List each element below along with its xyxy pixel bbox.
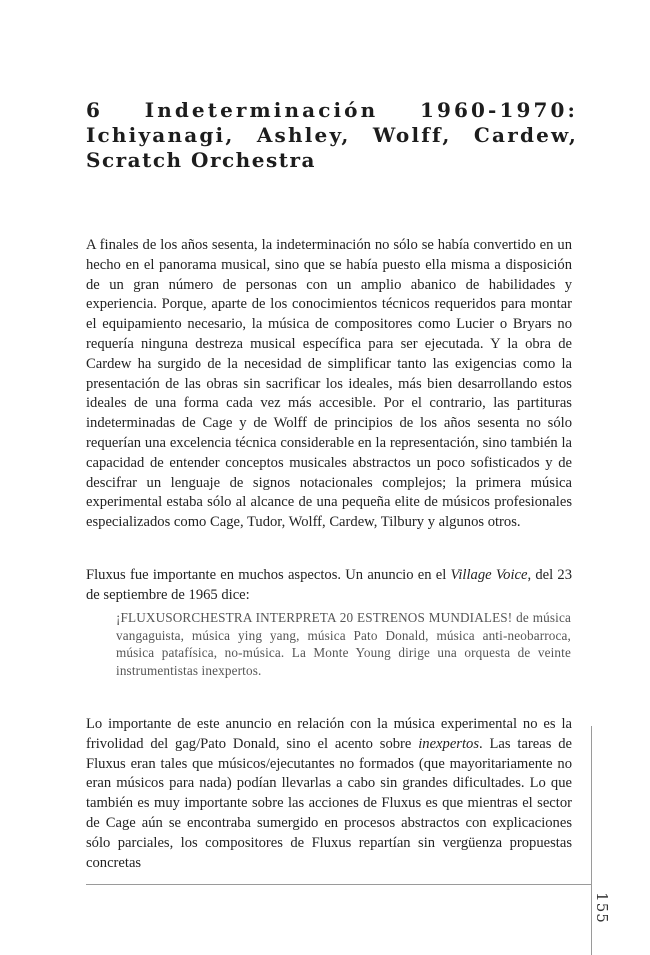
chapter-title — [86, 98, 578, 173]
paragraph-1: A finales de los años sesenta, la indeterminación no sólo se había convertido en un hecho en el panorama musical, sino que se había puesto ella misma a disposición de un gran número de personas con un amplio abanico de habilidades y experiencia. Porque, aparte de los conocimientos técnicos requeridos para montar el equipamiento necesario, la música de compositores como Lucier o Bryars no requería ninguna destreza musical específica para ser ejecutada. Y la obra de Cardew ha surgido de la necesidad de simplificar tanto las exigencias como la presentación de las obras sin sacrificar los ideales, más bien desarrollando estos ideales de una forma cada vez más accesible. Por el contrario, las partituras indeterminadas de Cage y de Wolff de principios de los años sesenta no sólo requerían una excelencia técnica considerable en la representación, sino también la capacidad de entender conceptos musicales abstractos un poco sofisticados y de descifrar un lenguaje de signos notacionales complejos; la primera música experimental estaba sólo al alcance de una pequeña elite de músicos profesionales especializados como Cage, Tudor, Wolff, Cardew, Tilbury y algunos otros. — [86, 237, 572, 531]
page-number — [592, 890, 612, 926]
paragraph-2 — [86, 566, 572, 606]
paragraph-3-text-start: Lo importante de este anuncio en relación con la música experimental no es la frivolidad del gag/Pato Donald, sino el acento sobre — [86, 716, 572, 752]
footer-horizontal-rule — [86, 884, 592, 885]
chapter-title-line-3: Scratch Orchestra — [86, 148, 316, 172]
paragraph-2-text-end: , del 23 de septiembre de 1965 dice: — [86, 567, 572, 603]
chapter-title-line-2: Ichiyanagi, Ashley, Wolff, Cardew, — [86, 123, 578, 147]
paragraph-3-text-end: . Las tareas de Fluxus eran tales que músicos/ejecutantes no formados (que mayoritariamente no eran músicos para nada) podían llevarlas a cabo sin grandes dificultades. Lo que también es muy importante sobre las acciones de Fluxus es que mientras el sector de Cage aún se encontraba sumergido en procesos abstractos con explicaciones sólo parciales, los compositores de Fluxus repartían sin vergüenza propuestas concretas — [86, 735, 573, 871]
paragraph-3 — [86, 715, 572, 873]
paragraph-2-text-start: Fluxus fue importante en muchos aspectos. Un anuncio en el — [86, 567, 451, 583]
page-number-text: 155 — [593, 892, 612, 924]
village-voice-title: Village Voice — [450, 567, 528, 583]
block-quote: ¡FLUXUSORCHESTRA INTERPRETA 20 ESTRENOS MUNDIALES! de música vangaguista, música ying yang, música Pato Donald, música anti-neobarroca, música patafísica, no-música. La Monte Young dirige una orquesta de veinte instrumentistas inexpertos. — [116, 610, 571, 679]
inexpertos-emphasis: inexpertos — [418, 735, 480, 752]
chapter-title-line-1: 6 Indeterminación 1960-1970: — [86, 98, 578, 122]
